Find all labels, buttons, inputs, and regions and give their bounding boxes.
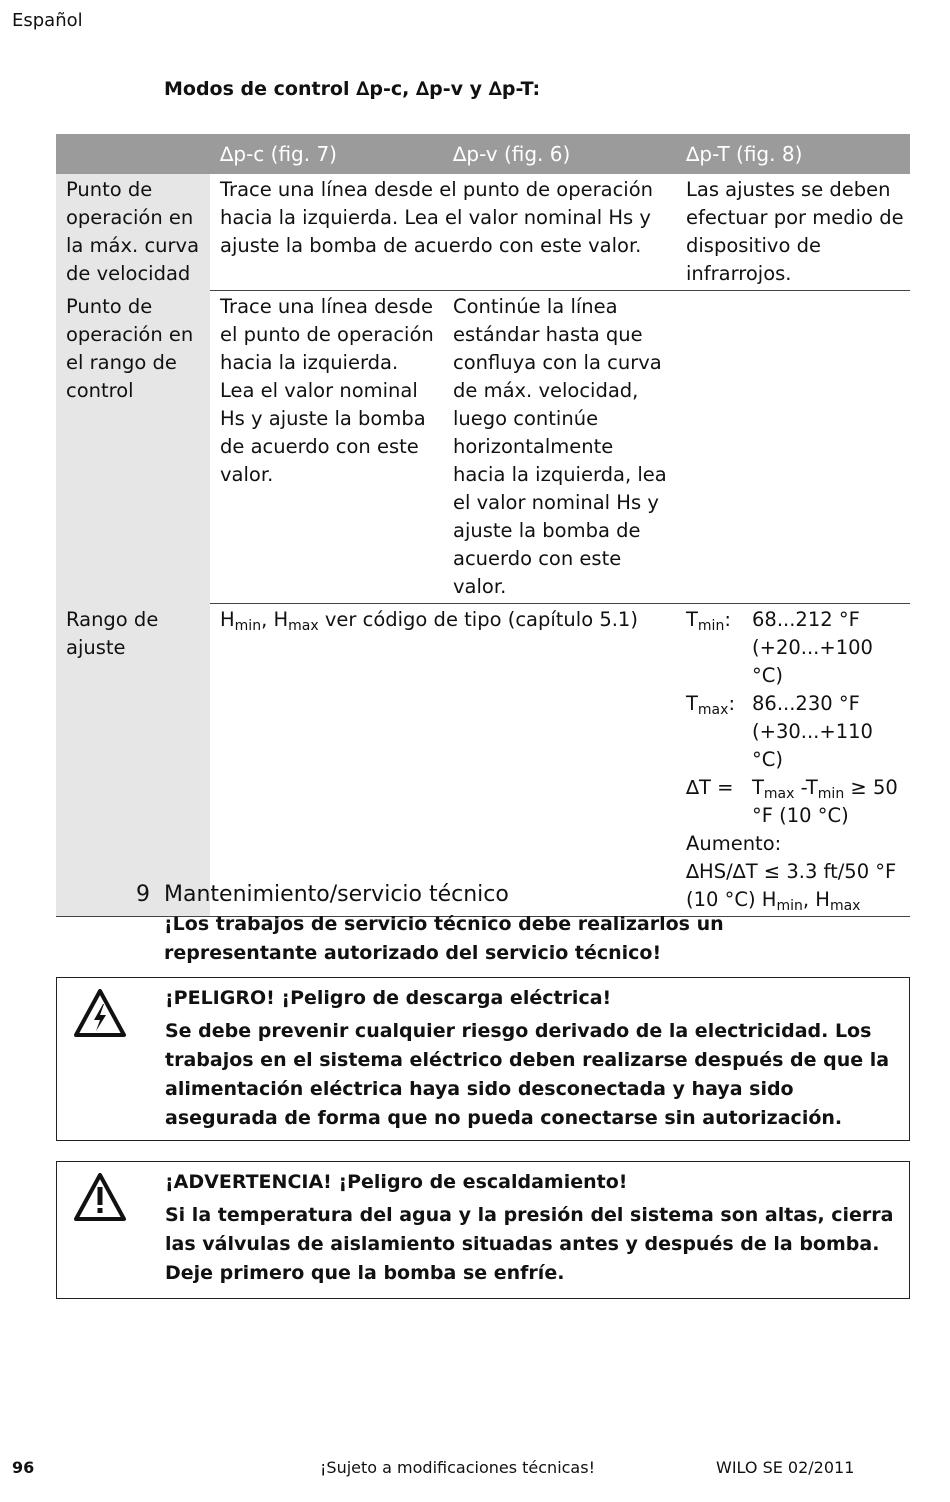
column-header: ∆p-T (fig. 8): [676, 134, 910, 174]
section-title: Mantenimiento/servicio técnico: [164, 882, 509, 907]
column-header: ∆p-v (fig. 6): [443, 134, 676, 174]
table-row: [56, 174, 910, 291]
tmin-value: 68...212 °F (+20...+100 °C): [752, 608, 873, 687]
table-cell: Trace una línea desde el punto de operación hacia la izquierda. Lea el valor nominal Hs y ajuste la bomba de acuerdo con este valor.: [210, 174, 676, 291]
tmax-line: [686, 690, 904, 774]
table-cell: [676, 291, 910, 604]
aumento-label: Aumento:: [686, 832, 782, 855]
table-title: Modos de control ∆p-c, ∆p-v y ∆p-T:: [164, 78, 541, 100]
warning-notice: [56, 1161, 910, 1299]
table-row: [56, 604, 910, 917]
footer-notice: ¡Sujeto a modificaciones técnicas!: [320, 1458, 595, 1477]
table-cell: Las ajustes se deben efectuar por medio de dispositivo de infrarrojos.: [676, 174, 910, 291]
table-cell: Trace una línea desde el punto de operación hacia la izquierda. Lea el valor nominal Hs y ajuste la bomba de acuerdo con este valor.: [210, 291, 443, 604]
table-row: [56, 291, 910, 604]
tmin-line: [686, 606, 904, 690]
footer-publisher: WILO SE 02/2011: [716, 1458, 855, 1477]
electric-hazard-icon: [73, 988, 127, 1038]
tmax-key: $T_{max}$:: [686, 692, 736, 718]
danger-heading: ¡PELIGRO! ¡Peligro de descarga eléctrica!: [165, 987, 612, 1009]
subscript: max: [288, 618, 319, 634]
language-label: Español: [12, 10, 83, 31]
tmax-value: 86...230 °F (+30...+110 °C): [752, 692, 873, 771]
aumento-value: ∆HS/∆T ≤ 3.3 ft/50 °F (10 °C) $H_{min}$, $H_{max}$: [686, 860, 897, 914]
table-cell: Continúe la línea estándar hasta que confluya con la curva de máx. velocidad, luego continúe horizontalmente hacia la izquierda, lea el valor nominal Hs y ajuste la bomba de acuerdo con este valor.: [443, 291, 676, 604]
row-label: Punto de operación en la máx. curva de velocidad: [56, 174, 210, 291]
column-header: [56, 134, 210, 174]
danger-notice: [56, 977, 910, 1141]
warning-body: Si la temperatura del agua y la presión del sistema son altas, cierra las válvulas de aislamiento situadas antes y después de la bomba. Deje primero que la bomba se enfríe.: [165, 1204, 894, 1284]
delta-t-line: [686, 774, 904, 830]
cell-text: ver código de tipo (capítulo 5.1): [318, 608, 638, 631]
table-header-row: [56, 134, 910, 174]
section-subtitle: ¡Los trabajos de servicio técnico debe realizarlos un representante autorizado del servicio técnico!: [164, 913, 724, 964]
section-number: 9: [136, 882, 150, 907]
section-heading: [136, 882, 509, 907]
delta-t-value: $T_{max}$ $-T_{min} \ge 50$ °F (10 °C): [752, 776, 898, 827]
table-cell: [210, 604, 676, 917]
control-modes-table: [56, 134, 910, 917]
h-symbol: H: [220, 608, 235, 631]
danger-body: Se debe prevenir cualquier riesgo derivado de la electricidad. Los trabajos en el sistema eléctrico deben realizarse después de que la alimentación eléctrica haya sido desconectada y haya sido asegurada de forma que no pueda conectarse sin autorización.: [165, 1020, 890, 1129]
row-label: Rango de ajuste: [56, 604, 210, 917]
table-cell: [676, 604, 910, 917]
caution-icon: [73, 1172, 127, 1222]
tmin-key: $T_{min}$:: [686, 608, 731, 634]
row-label: Punto de operación en el rango de control: [56, 291, 210, 604]
delta-t-key: ∆T =: [686, 776, 734, 799]
page-number: 96: [12, 1458, 35, 1477]
warning-heading: ¡ADVERTENCIA! ¡Peligro de escaldamiento!: [165, 1171, 628, 1193]
separator: , H: [261, 608, 289, 631]
subscript: min: [234, 618, 262, 634]
column-header: ∆p-c (fig. 7): [210, 134, 443, 174]
